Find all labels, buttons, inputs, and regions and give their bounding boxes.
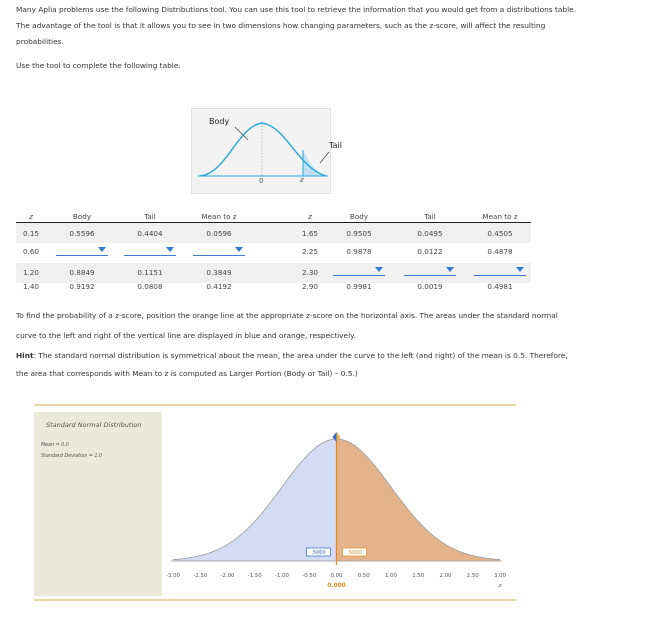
table-cell: 0.4192 [206,282,232,291]
hint-text: : The standard normal distribution is symmetrical about the mean, the area under the curve to the left (and right) of the mean is 0.5. Therefore, [33,351,568,360]
table-cell: 0.4878 [487,247,513,256]
header-body-right: Body [349,212,369,221]
z-value-readout: 0.000 [327,583,346,589]
table-cell: 0.9192 [69,282,95,291]
diagram-tail-pointer [320,152,329,163]
x-tick-label: -2.00 [220,573,235,579]
x-tick-label: 1.00 [384,573,398,579]
x-tick-label: 3.00 [493,573,507,579]
table-cell: 0.5596 [69,229,95,238]
mean-text: Mean = 0.0 [41,443,69,448]
diagram-z-label: z [300,176,304,184]
hint-block [16,348,656,382]
x-tick-label: -3.00 [166,573,180,579]
x-tick-label: 2.00 [439,573,452,579]
tool-instructions [16,308,656,344]
diagram-tail-label: Tail [329,141,342,150]
x-tick-label: -0.50 [302,573,317,579]
x-tick-label: -2.50 [193,573,208,579]
chevron-down-icon [98,247,106,252]
table-cell: 0.8849 [69,268,95,277]
x-tick-label: 0.50 [357,573,370,579]
dropdown-mean-0-60[interactable] [193,240,245,256]
header-z-right: z [308,212,312,221]
dropdown-tail-0-60[interactable] [124,240,176,256]
body-tail-diagram [191,108,342,194]
hint-label: Hint [16,351,34,360]
table-cell: 0.0808 [137,282,163,291]
axis-z-label: z [498,583,502,589]
table-cell: 0.9505 [346,229,372,238]
tool-side-panel [34,412,162,596]
dropdown-tail-2-30[interactable] [404,260,456,276]
curve-layer [171,432,502,565]
x-tick-label: 0.00 [330,573,343,579]
chevron-down-icon [375,267,383,272]
intro-line-2: The advantage of the tool is that it allows you to see in two dimensions how changing parameters, such as the z-score, will affect the resulting [16,21,546,30]
top-rule [34,404,516,406]
header-mean-left: Mean to z [201,212,237,221]
header-z-left: z [29,212,33,221]
table-cell: 0.4404 [137,229,163,238]
x-tick-label: 1.50 [412,573,425,579]
dropdown-mean-2-30[interactable] [474,260,526,276]
chevron-down-icon [446,267,454,272]
table-cell: 0.3849 [206,268,232,277]
intro-line-3: probabilities. [16,37,64,46]
table-cell: 0.9981 [346,282,372,291]
hint-line-1 [16,348,656,364]
instruction-text: Use the tool to complete the following table. [16,61,181,70]
header-mean-right: Mean to z [482,212,518,221]
table-cell: 0.4505 [487,229,513,238]
right-area-label: .5000 [347,550,362,556]
hint-line-2: the area that corresponds with Mean to z is computed as Larger Portion (Body or Tail) – 0.5.) [16,369,358,378]
table-cell: 0.60 [22,247,39,256]
x-tick-label: -1.50 [247,573,262,579]
sd-text: Standard Deviation = 1.0 [41,454,103,459]
instructions-line-1: To find the probability of a z-score, position the orange line at the appropriate z-score on the horizontal axis. The areas under the standard normal [16,311,558,320]
chevron-down-icon [516,267,524,272]
chevron-down-icon [166,247,174,252]
header-tail-right: Tail [424,212,436,221]
table-cell: 2.25 [301,247,318,256]
table-cell: 0.0495 [417,229,443,238]
table-cell: 2.30 [301,268,318,277]
diagram-zero-label: 0 [259,177,264,185]
left-area-label: .5000 [311,550,326,556]
panel-title: Standard Normal Distribution [46,421,142,429]
header-body-left: Body [72,212,92,221]
table-cell: 0.4981 [487,282,513,291]
intro-paragraph [16,2,656,50]
table-cell: 0.0122 [417,247,443,256]
instructions-line-2: curve to the left and right of the vertical line are displayed in blue and orange, respectively. [16,331,356,340]
right-area-fill [337,439,501,561]
table-cell: 0.1151 [137,268,163,277]
left-area-fill [173,439,337,561]
x-tick-label: 2.50 [466,573,479,579]
table-cell: 0.9878 [346,247,372,256]
table-cell: 0.15 [22,229,39,238]
x-tick-label: -1.00 [275,573,289,579]
tick-layer [166,573,507,589]
intro-line-1: Many Aplia problems use the following Distributions tool. You can use this tool to retrieve the information that you would get from a distributions table. [16,5,577,14]
bottom-rule [34,599,516,601]
table-cell: 2.90 [301,282,318,291]
header-tail-left: Tail [144,212,156,221]
table-cell: 1.20 [22,268,39,277]
normal-curve-chart[interactable] [162,412,516,596]
table-cell: 1.40 [22,282,39,291]
table-cell: 1.65 [301,229,318,238]
distribution-tool [34,412,516,596]
diagram-body-label: Body [209,117,230,126]
dropdown-body-2-30[interactable] [333,260,385,276]
chevron-down-icon [235,247,243,252]
table-cell: 0.0596 [206,229,232,238]
table-cell: 0.0019 [417,282,443,291]
dropdown-body-0-60[interactable] [56,240,108,256]
